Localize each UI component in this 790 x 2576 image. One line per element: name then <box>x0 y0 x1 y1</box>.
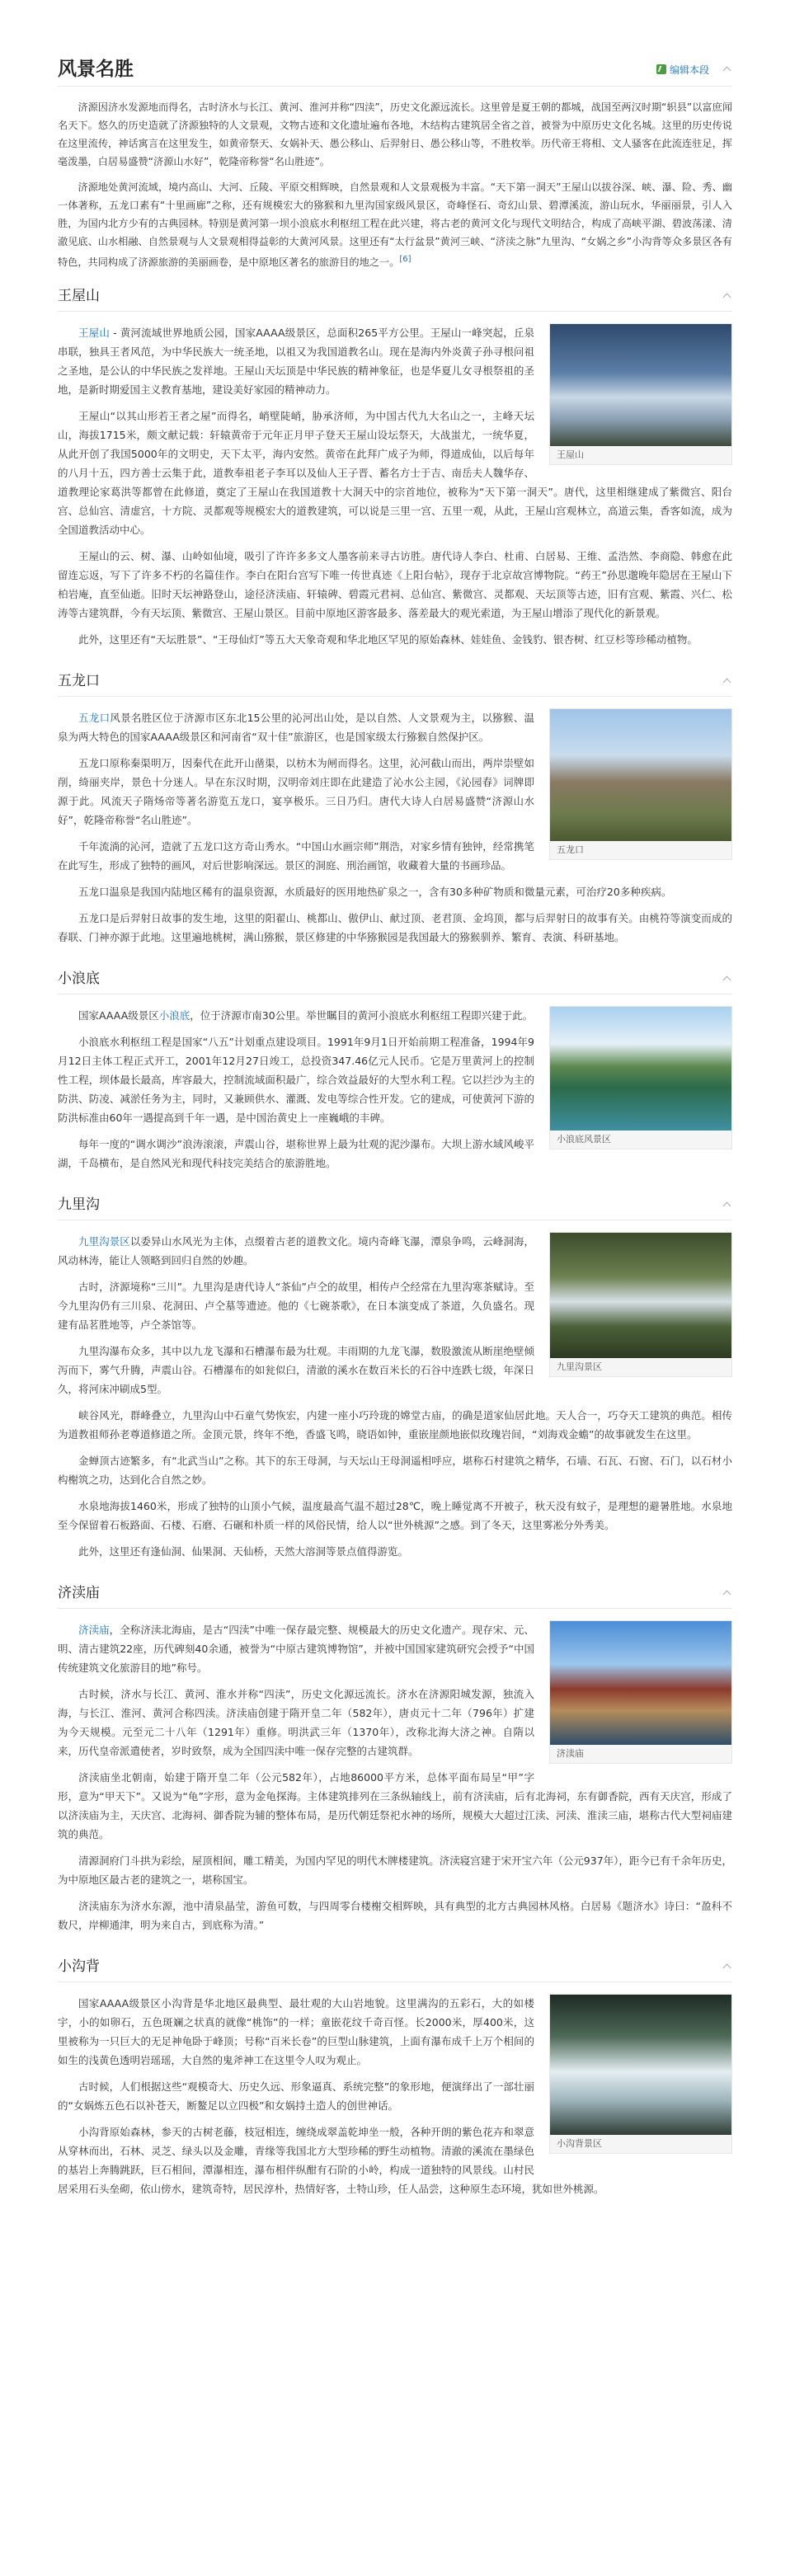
paragraph: 五龙口温泉是我国内陆地区稀有的温泉资源，水质最好的医用地热矿泉之一，含有30多种矿物质和微量元素，可治疗20多种疾病。 <box>78 886 672 899</box>
paragraph: 金蝉顶古迹繁多，有“北武当山”之称。其下的东王母洞，与天坛山王母洞遥相呼应，堪称石村建筑之精华，石墙、石瓦、石窗、石门，以石材小构榭筑之功，达到化合自然之妙。 <box>58 1455 732 1487</box>
paragraph: 济渎庙东为济水东源，池中清泉晶莹，游鱼可数，与四周零台楼榭交相辉映，具有典型的北方古典园林风格。白居易《题济水》诗曰：“盈科不数尺，岸柳通津，明为来自古，到底称为清。” <box>58 1900 732 1932</box>
section-title: 济渎庙 <box>58 1585 100 1602</box>
section-header <box>58 964 732 994</box>
section-title: 小沟背 <box>58 1958 100 1976</box>
paragraph: 九里沟瀑布众多，其中以九龙飞瀑和石槽瀑布最为壮观。丰雨期的九龙飞瀑，数股激流从断崖绝壁倾泻而下，雾气升腾，声震山谷。石槽瀑布的如瓮似臼，清澈的溪水在数百米长的石谷中连跌七级，年深日久，将河床冲刷成5型。 <box>58 1345 534 1396</box>
section-jidumiao <box>58 1578 732 1942</box>
section-wangwushan <box>58 281 732 656</box>
page-title: 风景名胜 <box>58 59 134 80</box>
section-title: 九里沟 <box>58 1196 100 1214</box>
keyword-link[interactable]: 王屋山 <box>78 327 110 340</box>
collapse-chevron-icon[interactable] <box>722 291 732 301</box>
paragraph: 千年流淌的沁河，造就了五龙口这方奇山秀水。“中国山水画宗师”荆浩，对家乡情有独钟，经常携笔在此写生，形成了独特的画风，对后世影响深远。景区的洞庭、刑治画馆，收藏着大量的书画珍品。 <box>58 840 534 872</box>
paragraph: 济渎庙坐北朝南，始建于隋开皇二年（公元582年），占地86000平方米，总体平面布局呈“甲”字形，意为“甲天下”。又说为“龟”字形，意为金龟探海。主体建筑排列在三条纵轴线上，前有济渎庙，后有北海祠，东有御香院，西有天庆宫，形成了以济渎庙为主，天庆宫、北海祠、御香院为辅的整体布局，是历代朝廷祭祀水神的场所，规模大大超过江渎、河渎、淮渎三庙，堪称古代大型祠庙建筑的典范。 <box>58 1771 732 1841</box>
paragraph: 峡谷风光，群峰叠立，九里沟山中石童气势恢宏，内建一座小巧玲珑的嫦堂古庙，的确是道家仙居此地。天人合一，巧夺天工建筑的典范。相传为道教祖师孙老尊道修道之所。金顶元景，终年不绝，香盛飞鸣，晓语如钟，重嵌崖颜地嵌似玫瑰岩间，“刘海戏金蟾”的故事就发生在这里。 <box>58 1409 732 1441</box>
image-figure[interactable] <box>549 1232 732 1377</box>
image-caption: 小沟背景区 <box>550 2135 731 2153</box>
paragraph: 每年一度的“调水调沙”浪涛滚滚，声震山谷，堪称世界上最为壮观的泥沙瀑布。大坝上游水域风峻平湖，千岛横布，是自然风光和现代科技完美结合的旅游胜地。 <box>58 1138 534 1170</box>
intro-paragraph <box>58 178 732 271</box>
collapse-chevron-icon[interactable] <box>722 676 732 686</box>
section-title: 王屋山 <box>58 288 100 305</box>
intro-paragraph: 济源因济水发源地而得名，古时济水与长江、黄河、淮河并称“四渎”，历史文化源远流长。这里曾是夏王朝的都城，战国至两汉时期“轵县”以富庶闻名天下。悠久的历史造就了济源独特的人文景观，文物古迹和文化遗址遍布各地，木结构古建筑居全省之首，被誉为中原历史文化名城。这里的历史传说在这里流传，神话寓言在这里发生，如黄帝祭天、女娲补天、愚公移山、后羿射日、愚公移山等，不胜枚举。历代帝王将相、文人骚客在此流连驻足，挥毫泼墨，白居易盛赞“济源山水好”，乾隆帝称誉“名山胜迹”。 <box>58 101 732 167</box>
paragraph: 古时，济源境称“三川”。九里沟是唐代诗人“茶仙”卢仝的故里，相传卢仝经常在九里沟寒茶赋诗。至今九里沟仍有三川泉、花洞田、卢仝墓等遗迹。他的《七碗茶歌》，在日本演变成了茶道，久负盛名。现建有品茗胜地等，卢仝茶馆等。 <box>58 1281 534 1332</box>
wangwushan-photo[interactable] <box>550 324 731 446</box>
paragraph: 王屋山的云、树、瀑、山岭如仙境，吸引了许许多多文人墨客前来寻古访胜。唐代诗人李白、杜甫、白居易、王维、孟浩然、李商隐、韩愈在此留连忘返，写下了许多不朽的名篇佳作。李白在阳台宫写下唯一传世真迹《上阳台帖》，现存于北京故宫博物院。“药王”孙思邈晚年隐居在王屋山下柏岩庵，直至仙逝。旧时天坛神路登山，途径济渎庙、轩辕碑、碧霞元君祠、总仙宫、紫微宫、灵都观、天坛顶等古迹，旧有宫观、紫霞、兴仁、松涛等古建筑群，今有天坛顶、紫微宫、王屋山景区。目前中原地区游客最多、落差最大的观光索道，为王屋山增添了现代化的新景观。 <box>58 550 732 620</box>
image-figure[interactable] <box>549 1006 732 1149</box>
image-figure[interactable] <box>549 1620 732 1764</box>
section-header <box>58 281 732 312</box>
collapse-chevron-icon[interactable] <box>722 1588 732 1598</box>
section-header <box>58 666 732 697</box>
intro-section <box>58 98 732 271</box>
jiuligou-photo[interactable] <box>550 1233 731 1358</box>
section-header <box>58 1952 732 1982</box>
section-title: 五龙口 <box>58 673 100 690</box>
paragraph: 此外，这里还有“天坛胜景”、“王母仙灯”等五大天象奇观和华北地区罕见的原始森林、娃娃鱼、金钱豹、银杏树、红豆杉等珍稀动植物。 <box>78 633 698 646</box>
xiaolangdi-photo[interactable] <box>550 1007 731 1131</box>
collapse-chevron-icon[interactable] <box>722 974 732 984</box>
keyword-link[interactable]: 九里沟景区 <box>78 1235 130 1248</box>
paragraph: 国家AAAA级景区小沟背是华北地区最典型、最壮观的大山岩地貌。这里满沟的五彩石，大的如楼宇，小的如卵石，五色斑斓之状真的就像“桃饰”的一样；童嵌花纹千奇百怪。长2000米，厚400米，这里被称为一只巨大的无足神龟卧于峰顶；号称“百米长卷”的巨型山脉建筑，上面有瀑布成千上万个相间的如生的浅黄色透明岩瑶瑶，大自然的鬼斧神工在这里令人叹为观止。 <box>58 1997 534 2067</box>
wulongkou-photo[interactable] <box>550 709 731 841</box>
keyword-link[interactable]: 济渎庙 <box>78 1624 110 1637</box>
edit-label: 编辑本段 <box>669 64 709 76</box>
paragraph: 小沟背原始森林，参天的古树老藤，枝冠相连，缠绕成翠盖乾坤坐一般，各种开朗的紫色花卉和翠意从穿林而出，石林、灵芝、绿头以及金雕，青缘等我国北方大型珍稀的野生动植物。清澈的溪流在墨绿色的基岩上奔腾跳跃，巨石相间，潭瀑相连，瀑布相伴纵酣有石阶的小岭，构成一道独特的风景线。山村民居采用石头垒砌，依山傍水，建筑奇特，居民淳朴，热情好客，土特山珍，任人品尝，这种原生态环境，犹如世外桃源。 <box>58 2126 604 2196</box>
section-xiaogoubei <box>58 1952 732 2206</box>
xiaogoubei-photo[interactable] <box>550 1995 731 2135</box>
image-caption: 济渎庙 <box>550 1745 731 1763</box>
paragraph: 此外，这里还有逢仙洞、仙果洞、天仙桥，天然大溶洞等景点值得游览。 <box>78 1545 409 1558</box>
paragraph: 古时候，人们根据这些“观模奇大、历史久远、形象逼真、系统完整”的象形地，便演绎出了一部壮丽的“女娲炼五色石以补苍天，断鳌足以立四极”和女娲持土造人的创世神话。 <box>58 2080 534 2113</box>
edit-section-button[interactable] <box>656 63 709 77</box>
image-caption: 九里沟景区 <box>550 1358 731 1376</box>
paragraph-text: 国家AAAA级景区 <box>78 1009 159 1022</box>
section-header <box>58 1190 732 1220</box>
jidumiao-photo[interactable] <box>550 1621 731 1745</box>
image-figure[interactable] <box>549 323 732 465</box>
collapse-chevron-icon[interactable] <box>722 1962 732 1972</box>
reference-link[interactable]: [6] <box>399 255 411 264</box>
collapse-chevron-icon[interactable] <box>722 64 732 74</box>
section-header <box>58 1578 732 1609</box>
paragraph-text: 风景名胜区位于济源市区东北15公里的沁河出山处，是以自然、人文景观为主，以猕猴、温泉为两大特色的国家AAAA级景区和河南省“双十佳”旅游区，也是国家级太行猕猴自然保护区。 <box>58 712 534 744</box>
paragraph: 王屋山“以其山形若王者之屋”而得名，峭壁陡峭，胁承济师，为中国古代九大名山之一，主峰天坛山，海拔1715米，颇文献记载：轩辕黄帝于元年正月甲子登天王屋山设坛祭天，大战蚩尤，一统华夏，从此开创了我国5000年的文明史，天下太平，海内安然。黄帝在此拜广成子为师，得道成仙，以后每年的八月十五，四方善士云集于此，道教奉祖老子李耳以及仙人王子晋、蓄名方士于吉、南岳夫人魏华存、道教理论家葛洪等都曾在此修道，奠定了王屋山在我国道教十大洞天中的宗首地位，被称为“天下第一洞天”。唐代，这里相继建成了紫微宫、阳台宫、总仙宫、清虚宫，十方院、灵都观等规模宏大的道教建筑，可以说是三里一宫、五里一观，从此，王屋山宫观林立，高道云集，香客如流，成为全国道教活动中心。 <box>58 410 732 537</box>
paragraph: 五龙口是后羿射日故事的发生地，这里的阳翟山、桃都山、傲伊山、献过顶、老君顶、金坞顶，都与后羿射日的故事有关。由桃符等演变而成的春联、门神亦源于此地。这里遍地桃树，满山猕猴，景区修建的中华猕猴园是我国最大的猕猴驯养、繁育、表演、科研基地。 <box>58 912 732 944</box>
section-title: 小浪底 <box>58 971 100 988</box>
keyword-link[interactable]: 小浪底 <box>158 1009 190 1022</box>
image-caption: 小浪底风景区 <box>550 1131 731 1149</box>
image-caption: 五龙口 <box>550 841 731 859</box>
paragraph: 古时候，济水与长江、黄河、淮水并称“四渎”，历史文化源远流长。济水在济源阳城发源，独流入海，与长江、淮河、黄河合称四渎。济渎庙创建于隋开皇二年（582年），唐贞元十二年（796年）扩建为今天规模。元至元二十八年（1291年）重修。明洪武三年（1370年），改称北海大济之神。自隋以来，历代皇帝派遣使者，岁时致祭，成为全国四渎中唯一保存完整的古建筑群。 <box>58 1688 534 1758</box>
paragraph-text: ，全称济渎北海庙，是古“四渎”中唯一保存最完整、规模最大的历史文化遗产。现存宋、元、明、清古建筑22座，历代碑刻40余通，被誉为“中原古建筑博物馆”，并被中国国家建筑研究会授予“中国传统建筑文化旅游目的地”称号。 <box>58 1624 534 1675</box>
paragraph-text: ，位于济源市南30公里。举世瞩目的黄河小浪底水利枢纽工程即兴建于此。 <box>190 1009 534 1022</box>
image-figure[interactable] <box>549 708 732 860</box>
section-jiuligou <box>58 1190 732 1568</box>
image-figure[interactable] <box>549 1994 732 2154</box>
paragraph: 五龙口原称秦渠明万，因秦代在此开山凿渠，以枋木为闸而得名。这里，沁河截山而出，两岸崇壁如削，绮丽夹岸，景色十分迷人。早在东汉时期，汉明帝刘庄即在此建造了沁水公主园，《沁园春》词牌即源于此。风流天子隋炀帝等著名游览五龙口，宴享极乐。三日乃归。唐代大诗人白居易盛赞“济源山水好”，乾隆帝称誉“名山胜迹”。 <box>58 757 534 827</box>
paragraph: 小浪底水利枢纽工程是国家“八五”计划重点建设项目。1991年9月1日开始前期工程准备，1994年9月12日主体工程正式开工，2001年12月27日竣工，总投资347.46亿元人民币。它是万里黄河上的控制性工程，坝体最长最高，库容最大，控制流域面积最广，综合效益最好的大型水利工程。它以拦沙为主的防洪、防凌、减淤任务为主，同时，又兼顾供水、灌溉、发电等综合性开发。它的建成，可使黄河下游的防洪标准由60年一遇提高到千年一遇，是中国治黄史上一座巍峨的丰碑。 <box>58 1036 534 1125</box>
section-xiaolangdi <box>58 964 732 1180</box>
image-caption: 王屋山 <box>550 446 731 464</box>
intro-text: 济源地处黄河流域，境内高山、大河、丘陵、平原交相辉映，自然景观和人文景观极为丰富。“天下第一洞天”王屋山以拔谷深、峡、瀑、险、秀、幽一体著称，五龙口素有“十里画廊”之称，还有规模宏大的猕猴和九里沟国家级风景区，奇峰怪石、奇幻山景、碧潭溪流，游山玩水，华丽丽景，引人入胜，为国内北方少有的古典园林。特别是黄河第一坝小浪底水利枢纽工程在此兴建，将古老的黄河文化与现代文明结合，构成了高峡平湖、碧波荡漾、清澈见底、山水相融、自然景观与人文景观相得益彰的大黄河风景。这里还有“太行盆景”黄河三峡、“济渎之脉”九里沟、“女娲之乡”小沟背等众多景区各有特色，共同构成了济源旅游的美丽画卷，是中原地区著名的旅游目的地之一。 <box>58 181 732 269</box>
paragraph: 清源洞府门斗拱为彩绘，屋顶相间，雕工精美，为国内罕见的明代木牌楼建筑。济渎寝宫建于宋开宝六年（公元937年），距今已有千余年历史，为中原地区最古老的建筑之一，堪称国宝。 <box>58 1854 732 1887</box>
collapse-chevron-icon[interactable] <box>722 1200 732 1210</box>
keyword-link[interactable]: 五龙口 <box>78 712 111 725</box>
title-bar <box>58 54 732 87</box>
section-wulongkou <box>58 666 732 954</box>
paragraph: 水泉地海拔1460米，形成了独特的山顶小气候，温度最高气温不超过28℃，晚上睡觉离不开被子，秋天没有蚊子，是理想的避暑胜地。水泉地至今保留着石板路面、石楼、石磨、石碾和朴质一样的风俗民情，给人以“世外桃源”之感。到了冬天，这里雾凇分外秀美。 <box>58 1500 732 1532</box>
paragraph-text: 以委异山水风光为主体，点缀着古老的道教文化。境内奇峰飞瀑，潭泉争鸣，云峰洞海，风动林涛，能让人领略到回归自然的妙趣。 <box>58 1235 534 1267</box>
edit-icon <box>656 64 666 74</box>
paragraph-text: - 黄河流域世界地质公园，国家AAAA级景区，总面积265平方公里。王屋山一峰突起，丘泉串联，独具王者风范，为中华民族大一统圣地，以祖又为我国道教名山。现在是海内外炎黄子孙寻根问祖之圣地，是公认的中华民族之发祥地。王屋山天坛顶是中华民族的精神象征，也是华夏儿女寻根祭祖的圣地，是新时期爱国主义教育基地，建设美好家园的精神动力。 <box>58 327 534 397</box>
